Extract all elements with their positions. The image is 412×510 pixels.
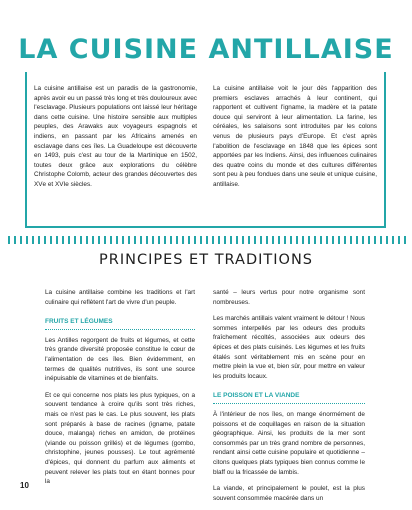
- divider-tick: [338, 236, 340, 244]
- page-number: 10: [20, 481, 29, 490]
- intro-right-column: [213, 84, 377, 197]
- divider-tick: [242, 236, 244, 244]
- divider-tick: [110, 236, 112, 244]
- divider-tick: [344, 236, 346, 244]
- divider-tick: [404, 236, 406, 244]
- divider-tick: [386, 236, 388, 244]
- divider-tick: [302, 236, 304, 244]
- divider-tick: [392, 236, 394, 244]
- divider-tick: [92, 236, 94, 244]
- section-heading-poisson: LE POISSON ET LA VIANDE: [213, 391, 365, 404]
- paragraph: santé – leurs vertus pour notre organisme sont nombreuses.: [213, 289, 365, 306]
- divider-tick: [152, 236, 154, 244]
- divider-tick: [362, 236, 364, 244]
- divider-tick: [212, 236, 214, 244]
- divider-tick: [320, 236, 322, 244]
- divider-tick: [140, 236, 142, 244]
- divider-tick: [74, 236, 76, 244]
- intro-right-paragraph: La cuisine antillaise voit le jour dès l'apparition des premiers esclaves arrachés à leur continent, qui rapportent et cultivent l'igname, la madère et la patate douce qui serviront à leur alimentation. La farine, les céréales, les salaisons sont introduites par les colons venus de plusieurs pays d'Europe. Et c'est après l'abolition de l'esclavage en 1848 que les épices sont apportées par les Indiens. Ainsi, des influences culinaires des quatre coins du monde et des cultures différentes sont peu à peu fondues dans une seule et unique cuisine, antillaise.: [213, 85, 377, 188]
- divider-tick: [86, 236, 88, 244]
- divider-tick: [332, 236, 334, 244]
- divider-tick: [200, 236, 202, 244]
- divider-tick: [350, 236, 352, 244]
- divider-tick: [26, 236, 28, 244]
- divider-tick: [296, 236, 298, 244]
- divider-tick: [38, 236, 40, 244]
- divider-tick: [356, 236, 358, 244]
- paragraph: Les marchés antillais valent vraiment le détour ! Nous sommes interpellés par les odeurs des produits fraîchement récoltés, associées aux odeurs des épices et des plats cuisinés. Les légumes et les fruits étalés sont véritablement mis en scène pour en mettre plein la vue et, bien sûr, pour mettre en valeur les produits locaux.: [213, 315, 365, 380]
- divider-tick: [44, 236, 46, 244]
- century-end: e siècles.: [65, 180, 92, 188]
- divider-tick: [260, 236, 262, 244]
- divider-tick: [224, 236, 226, 244]
- divider-tick: [290, 236, 292, 244]
- divider-tick: [98, 236, 100, 244]
- section-title: PRINCIPES ET TRADITIONS: [99, 252, 313, 268]
- paragraph: La viande, et principalement le poulet, est la plus souvent consommée macérée dans un: [213, 485, 365, 502]
- divider-tick: [284, 236, 286, 244]
- divider-tick: [194, 236, 196, 244]
- divider-tick: [308, 236, 310, 244]
- divider-tick: [14, 236, 16, 244]
- paragraph: La cuisine antillaise combine les traditions et l'art culinaire qui reflètent l'art de vivre d'un peuple.: [45, 289, 195, 306]
- page-title: LA CUISINE ANTILLAISE: [18, 34, 394, 65]
- divider-tick: [182, 236, 184, 244]
- divider-tick: [314, 236, 316, 244]
- divider-tick: [104, 236, 106, 244]
- divider-tick: [398, 236, 400, 244]
- divider-tick: [56, 236, 58, 244]
- intro-left-paragraph: [34, 84, 197, 190]
- divider-tick: [20, 236, 22, 244]
- divider-tick: [206, 236, 208, 244]
- century-xvi: XVI: [54, 180, 66, 188]
- divider-tick: [218, 236, 220, 244]
- divider-tick: [374, 236, 376, 244]
- divider-tick: [116, 236, 118, 244]
- divider-tick: [170, 236, 172, 244]
- paragraph: Et ce qui concerne nos plats les plus typiques, on a souvent tendance à croire qu'ils sont très riches, mais ce n'est pas le cas. Le plus souvent, les plats sont préparés à base de racines (igname, patate douce, malanga) riches en amidon, de protéines (viande ou poisson grillés) et de légumes (gombo, christophine, jeunes pousses). Le tout agrémenté d'épices, qui donnent du parfum aux aliments et peuvent relever les plats tout en étant bonnes pour la: [45, 391, 195, 486]
- divider-tick: [68, 236, 70, 244]
- section-divider: [0, 236, 412, 244]
- divider-tick: [80, 236, 82, 244]
- divider-tick: [8, 236, 10, 244]
- intro-left-column: [34, 84, 197, 197]
- body-left-column: [45, 288, 195, 494]
- divider-tick: [236, 236, 238, 244]
- divider-tick: [62, 236, 64, 244]
- divider-tick: [326, 236, 328, 244]
- divider-tick: [368, 236, 370, 244]
- divider-tick: [254, 236, 256, 244]
- divider-tick: [248, 236, 250, 244]
- divider-tick: [230, 236, 232, 244]
- paragraph: À l'intérieur de nos îles, on mange énormément de poissons et de coquillages en raison de la situation géographique. Ainsi, les produits de la mer sont consommés par un très grand nombre de personnes, rendant ainsi cette cuisine populaire et quotidienne – citons quelques plats typiques bien connus comme le blaff ou la fricassée de lambis.: [213, 410, 365, 476]
- divider-tick: [164, 236, 166, 244]
- divider-tick: [50, 236, 52, 244]
- divider-tick: [272, 236, 274, 244]
- paragraph: Les Antilles regorgent de fruits et légumes, et cette très grande diversité proposée constitue le cœur de l'alimentation de ces îles. Bien évidemment, en termes de qualités nutritives, ils sont une source inépuisable de vitamines et de bienfaits.: [45, 336, 195, 383]
- intro-left-text: La cuisine antillaise est un paradis de la gastronomie, après avoir eu un passé très long et très douloureux avec l'esclavage. Plusieurs populations ont laissé leur héritage dans cette cuisine. Une histoire sensible aux multiples peuples, des Arawaks aux voyageurs espagnols et indiens, en passant par les Africains amenés en esclavage dans ces îles. La Guadeloupe est découverte en 1493, puis c'est au tour de la Martinique en 1502, toutes deux grâce aux explorations du célèbre Christophe Colomb, acteur des grandes découvertes des: [34, 85, 197, 179]
- divider-tick: [176, 236, 178, 244]
- century-xv: XV: [34, 180, 43, 188]
- century-sep: e et: [42, 180, 55, 188]
- divider-tick: [122, 236, 124, 244]
- divider-tick: [134, 236, 136, 244]
- section-heading-fruits: FRUITS ET LÉGUMES: [45, 317, 195, 330]
- divider-tick: [32, 236, 34, 244]
- divider-tick: [128, 236, 130, 244]
- divider-tick: [278, 236, 280, 244]
- divider-tick: [158, 236, 160, 244]
- divider-tick: [380, 236, 382, 244]
- divider-tick: [266, 236, 268, 244]
- divider-tick: [188, 236, 190, 244]
- divider-tick: [146, 236, 148, 244]
- body-right-column: [213, 288, 365, 510]
